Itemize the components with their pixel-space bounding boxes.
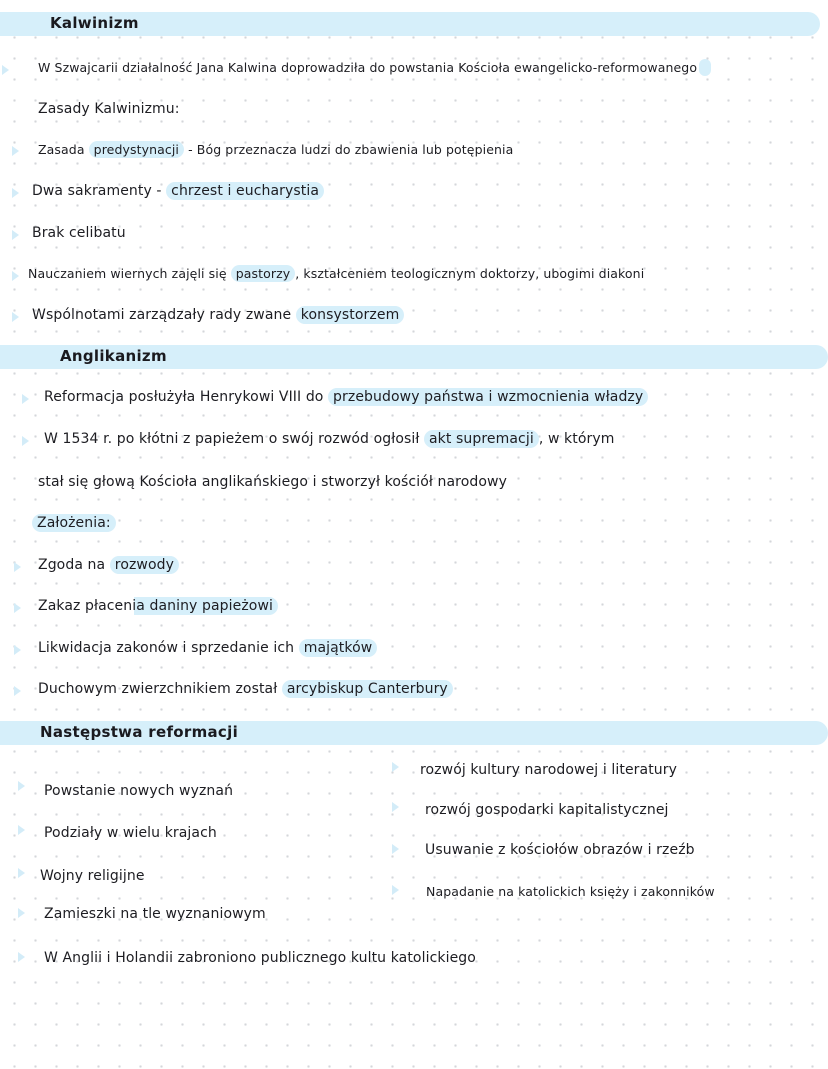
kalwinizm-heading: Kalwinizm (50, 14, 139, 32)
anglikanizm-point-2-line-2: stał się głową Kościoła anglikańskiego i stworzył kościół narodowy (38, 474, 507, 490)
point-text: W 1534 r. po kłótni z papieżem o swój rozwód ogłosił (44, 431, 424, 447)
kalwinizm-intro-text: W Szwajcarii działalność Jana Kalwina doprowadziła do powstania Kościoła ewangelicko-reformowanego (38, 60, 698, 75)
item-highlight: chrzest i eucharystia (166, 182, 324, 200)
bullet-icon (2, 65, 9, 75)
item-text: Zasada (38, 142, 89, 157)
anglikanizm-item-4 (38, 681, 453, 697)
bullet-icon (12, 188, 19, 198)
bullet-icon (14, 645, 21, 655)
anglikanizm-point-1 (44, 389, 648, 405)
bullet-icon (14, 603, 21, 613)
nastepstwa-final: W Anglii i Holandii zabroniono publicznego kultu katolickiego (44, 950, 476, 966)
kalwinizm-item-3: Brak celibatu (32, 225, 126, 241)
nastepstwa-left-item-1: Powstanie nowych wyznań (44, 783, 234, 799)
point-highlight: przebudowy państwa i wzmocnienia władzy (328, 388, 648, 406)
nastepstwa-left-item-3: Wojny religijne (40, 868, 145, 884)
item-text: Zgoda na (38, 557, 110, 573)
bullet-icon (392, 802, 399, 812)
point-highlight: akt supremacji (424, 430, 539, 448)
kalwinizm-item-4 (28, 266, 644, 281)
bullet-icon (12, 146, 19, 156)
bullet-icon (18, 908, 25, 918)
anglikanizm-heading: Anglikanizm (60, 347, 167, 365)
anglikanizm-assumptions-label (32, 515, 116, 531)
item-text-after: - Bóg przeznacza ludzi do zbawienia lub potępienia (184, 142, 514, 157)
bullet-icon (18, 781, 25, 791)
nastepstwa-right-item-2: rozwój gospodarki kapitalistycznej (425, 802, 669, 818)
item-text-after: , kształceniem teologicznym doktorzy, ubogimi diakoni (295, 266, 645, 281)
assumptions-label-text: Założenia: (32, 514, 116, 532)
item-highlight: pastorzy (231, 265, 296, 282)
kalwinizm-intro (38, 60, 711, 75)
kalwinizm-item-5 (32, 307, 404, 323)
item-highlight: rozwody (110, 556, 179, 574)
point-text: Reformacja posłużyła Henrykowi VIII do (44, 389, 329, 405)
bullet-icon (18, 952, 25, 962)
nastepstwa-right-item-3: Usuwanie z kościołów obrazów i rzeźb (425, 842, 695, 858)
item-highlight: predystynacji (89, 141, 184, 158)
item-text: Nauczaniem wiernych zajęli się (28, 266, 231, 281)
kalwinizm-item-2 (32, 183, 324, 199)
point-text-after: , w którym (538, 431, 615, 447)
kalwinizm-item-1 (38, 142, 513, 157)
bullet-icon (392, 885, 399, 895)
item-text: Wspólnotami zarządzały rady zwane (32, 307, 296, 323)
item-highlight: arcybiskup Canterbury (282, 680, 453, 698)
item-text: Dwa sakramenty - (32, 183, 167, 199)
anglikanizm-point-2-line-1 (44, 431, 615, 447)
bullet-icon (12, 230, 19, 240)
bullet-icon (392, 844, 399, 854)
bullet-icon (14, 686, 21, 696)
anglikanizm-item-2 (38, 598, 278, 614)
anglikanizm-item-3 (38, 640, 377, 656)
bullet-icon (22, 394, 29, 404)
nastepstwa-left-item-2: Podziały w wielu krajach (44, 825, 217, 841)
item-text: Zakaz płacenia daniny papieżowi (38, 597, 278, 615)
anglikanizm-item-1 (38, 557, 179, 573)
bullet-icon (12, 312, 19, 322)
item-highlight: majątków (299, 639, 378, 657)
nastepstwa-right-item-4: Napadanie na katolickich księży i zakonników (426, 884, 715, 899)
nastepstwa-heading: Następstwa reformacji (40, 723, 239, 741)
bullet-icon (18, 868, 25, 878)
nastepstwa-right-item-1: rozwój kultury narodowej i literatury (420, 762, 677, 778)
bullet-icon (22, 436, 29, 446)
bullet-icon (14, 562, 21, 572)
intro-highlight-tail (699, 59, 711, 76)
item-text: Likwidacja zakonów i sprzedanie ich (38, 640, 299, 656)
bullet-icon (12, 271, 19, 281)
bullet-icon (18, 825, 25, 835)
kalwinizm-principles-label: Zasady Kalwinizmu: (38, 101, 180, 117)
bullet-icon (392, 762, 399, 772)
item-text: Duchowym zwierzchnikiem został (38, 681, 282, 697)
item-highlight: konsystorzem (296, 306, 405, 324)
nastepstwa-left-item-4: Zamieszki na tle wyznaniowym (44, 906, 266, 922)
